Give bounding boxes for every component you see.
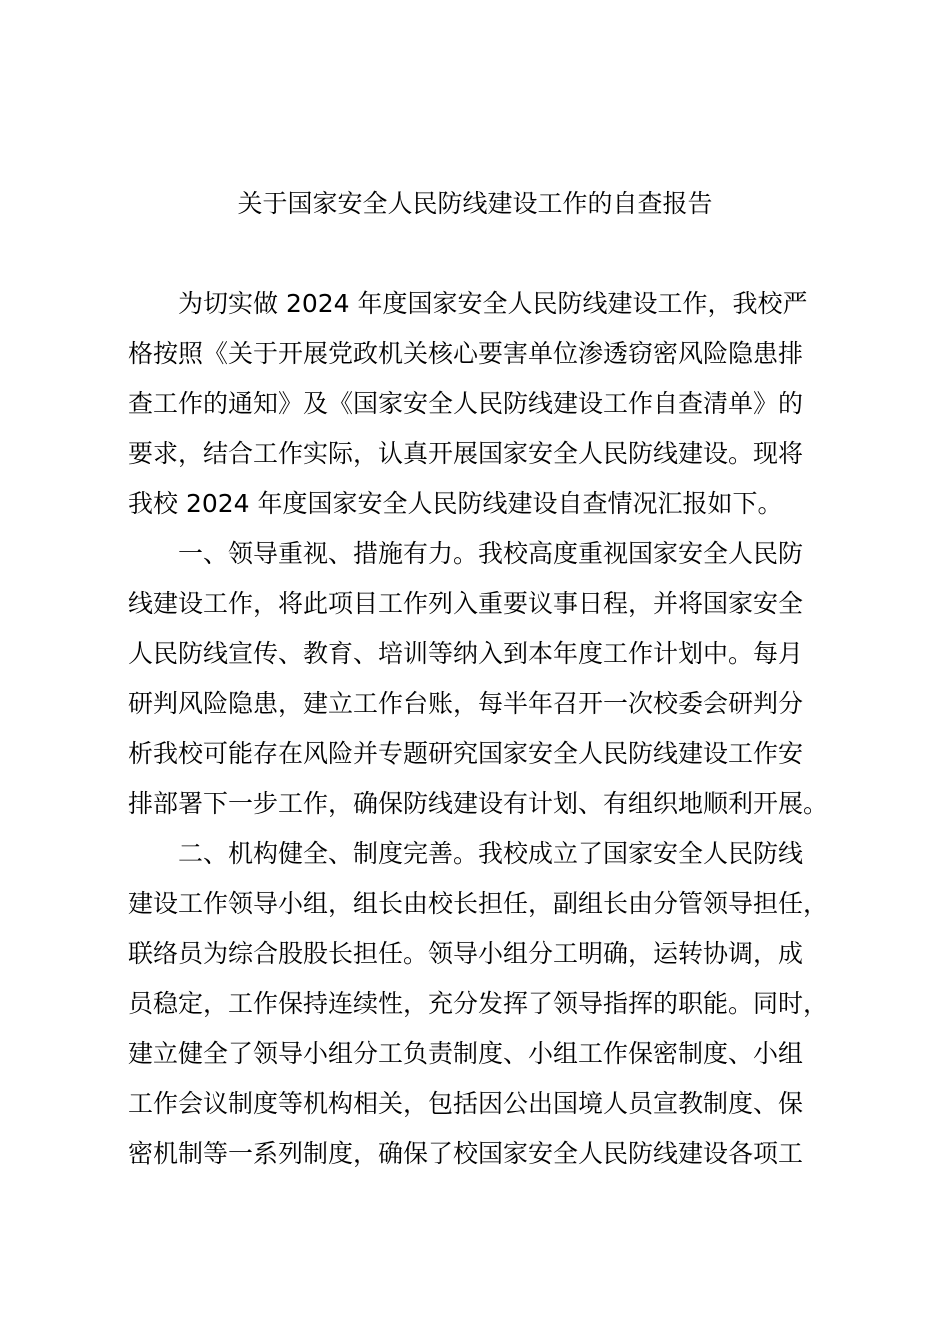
paragraph-1-line-3: 查工作的通知》及《国家安全人民防线建设工作自查清单》的 [128, 389, 804, 418]
paragraph-1-line-1: 为切实做 2024 年度国家安全人民防线建设工作，我校严 [178, 289, 808, 318]
paragraph-1-line-5: 我校 2024 年度国家安全人民防线建设自查情况汇报如下。 [128, 489, 783, 518]
paragraph-1-line-2: 格按照《关于开展党政机关核心要害单位渗透窃密风险隐患排 [128, 339, 804, 368]
paragraph-3-line-3: 联络员为综合股股长担任。领导小组分工明确，运转协调，成 [128, 939, 804, 968]
paragraph-2-line-3: 人民防线宣传、教育、培训等纳入到本年度工作计划中。每月 [128, 639, 804, 668]
document-title: 关于国家安全人民防线建设工作的自查报告 [237, 189, 713, 218]
paragraph-1-line-4: 要求，结合工作实际，认真开展国家安全人民防线建设。现将 [128, 439, 804, 468]
paragraph-2-line-4: 研判风险隐患，建立工作台账，每半年召开一次校委会研判分 [128, 689, 804, 718]
paragraph-3-line-1: 二、机构健全、制度完善。我校成立了国家安全人民防线 [178, 839, 804, 868]
paragraph-2-line-6: 排部署下一步工作，确保防线建设有计划、有组织地顺利开展。 [128, 789, 829, 818]
paragraph-3-line-4: 员稳定，工作保持连续性，充分发挥了领导指挥的职能。同时， [128, 989, 829, 1018]
paragraph-2-line-2: 线建设工作，将此项目工作列入重要议事日程，并将国家安全 [128, 589, 804, 618]
paragraph-3-line-2: 建设工作领导小组，组长由校长担任，副组长由分管领导担任， [128, 889, 829, 918]
paragraph-2-line-1: 一、领导重视、措施有力。我校高度重视国家安全人民防 [178, 539, 804, 568]
paragraph-3-line-7: 密机制等一系列制度，确保了校国家安全人民防线建设各项工 [128, 1139, 804, 1168]
paragraph-2-line-5: 析我校可能存在风险并专题研究国家安全人民防线建设工作安 [128, 739, 804, 768]
paragraph-3-line-5: 建立健全了领导小组分工负责制度、小组工作保密制度、小组 [128, 1039, 804, 1068]
paragraph-3-line-6: 工作会议制度等机构相关，包括因公出国境人员宣教制度、保 [128, 1089, 804, 1118]
